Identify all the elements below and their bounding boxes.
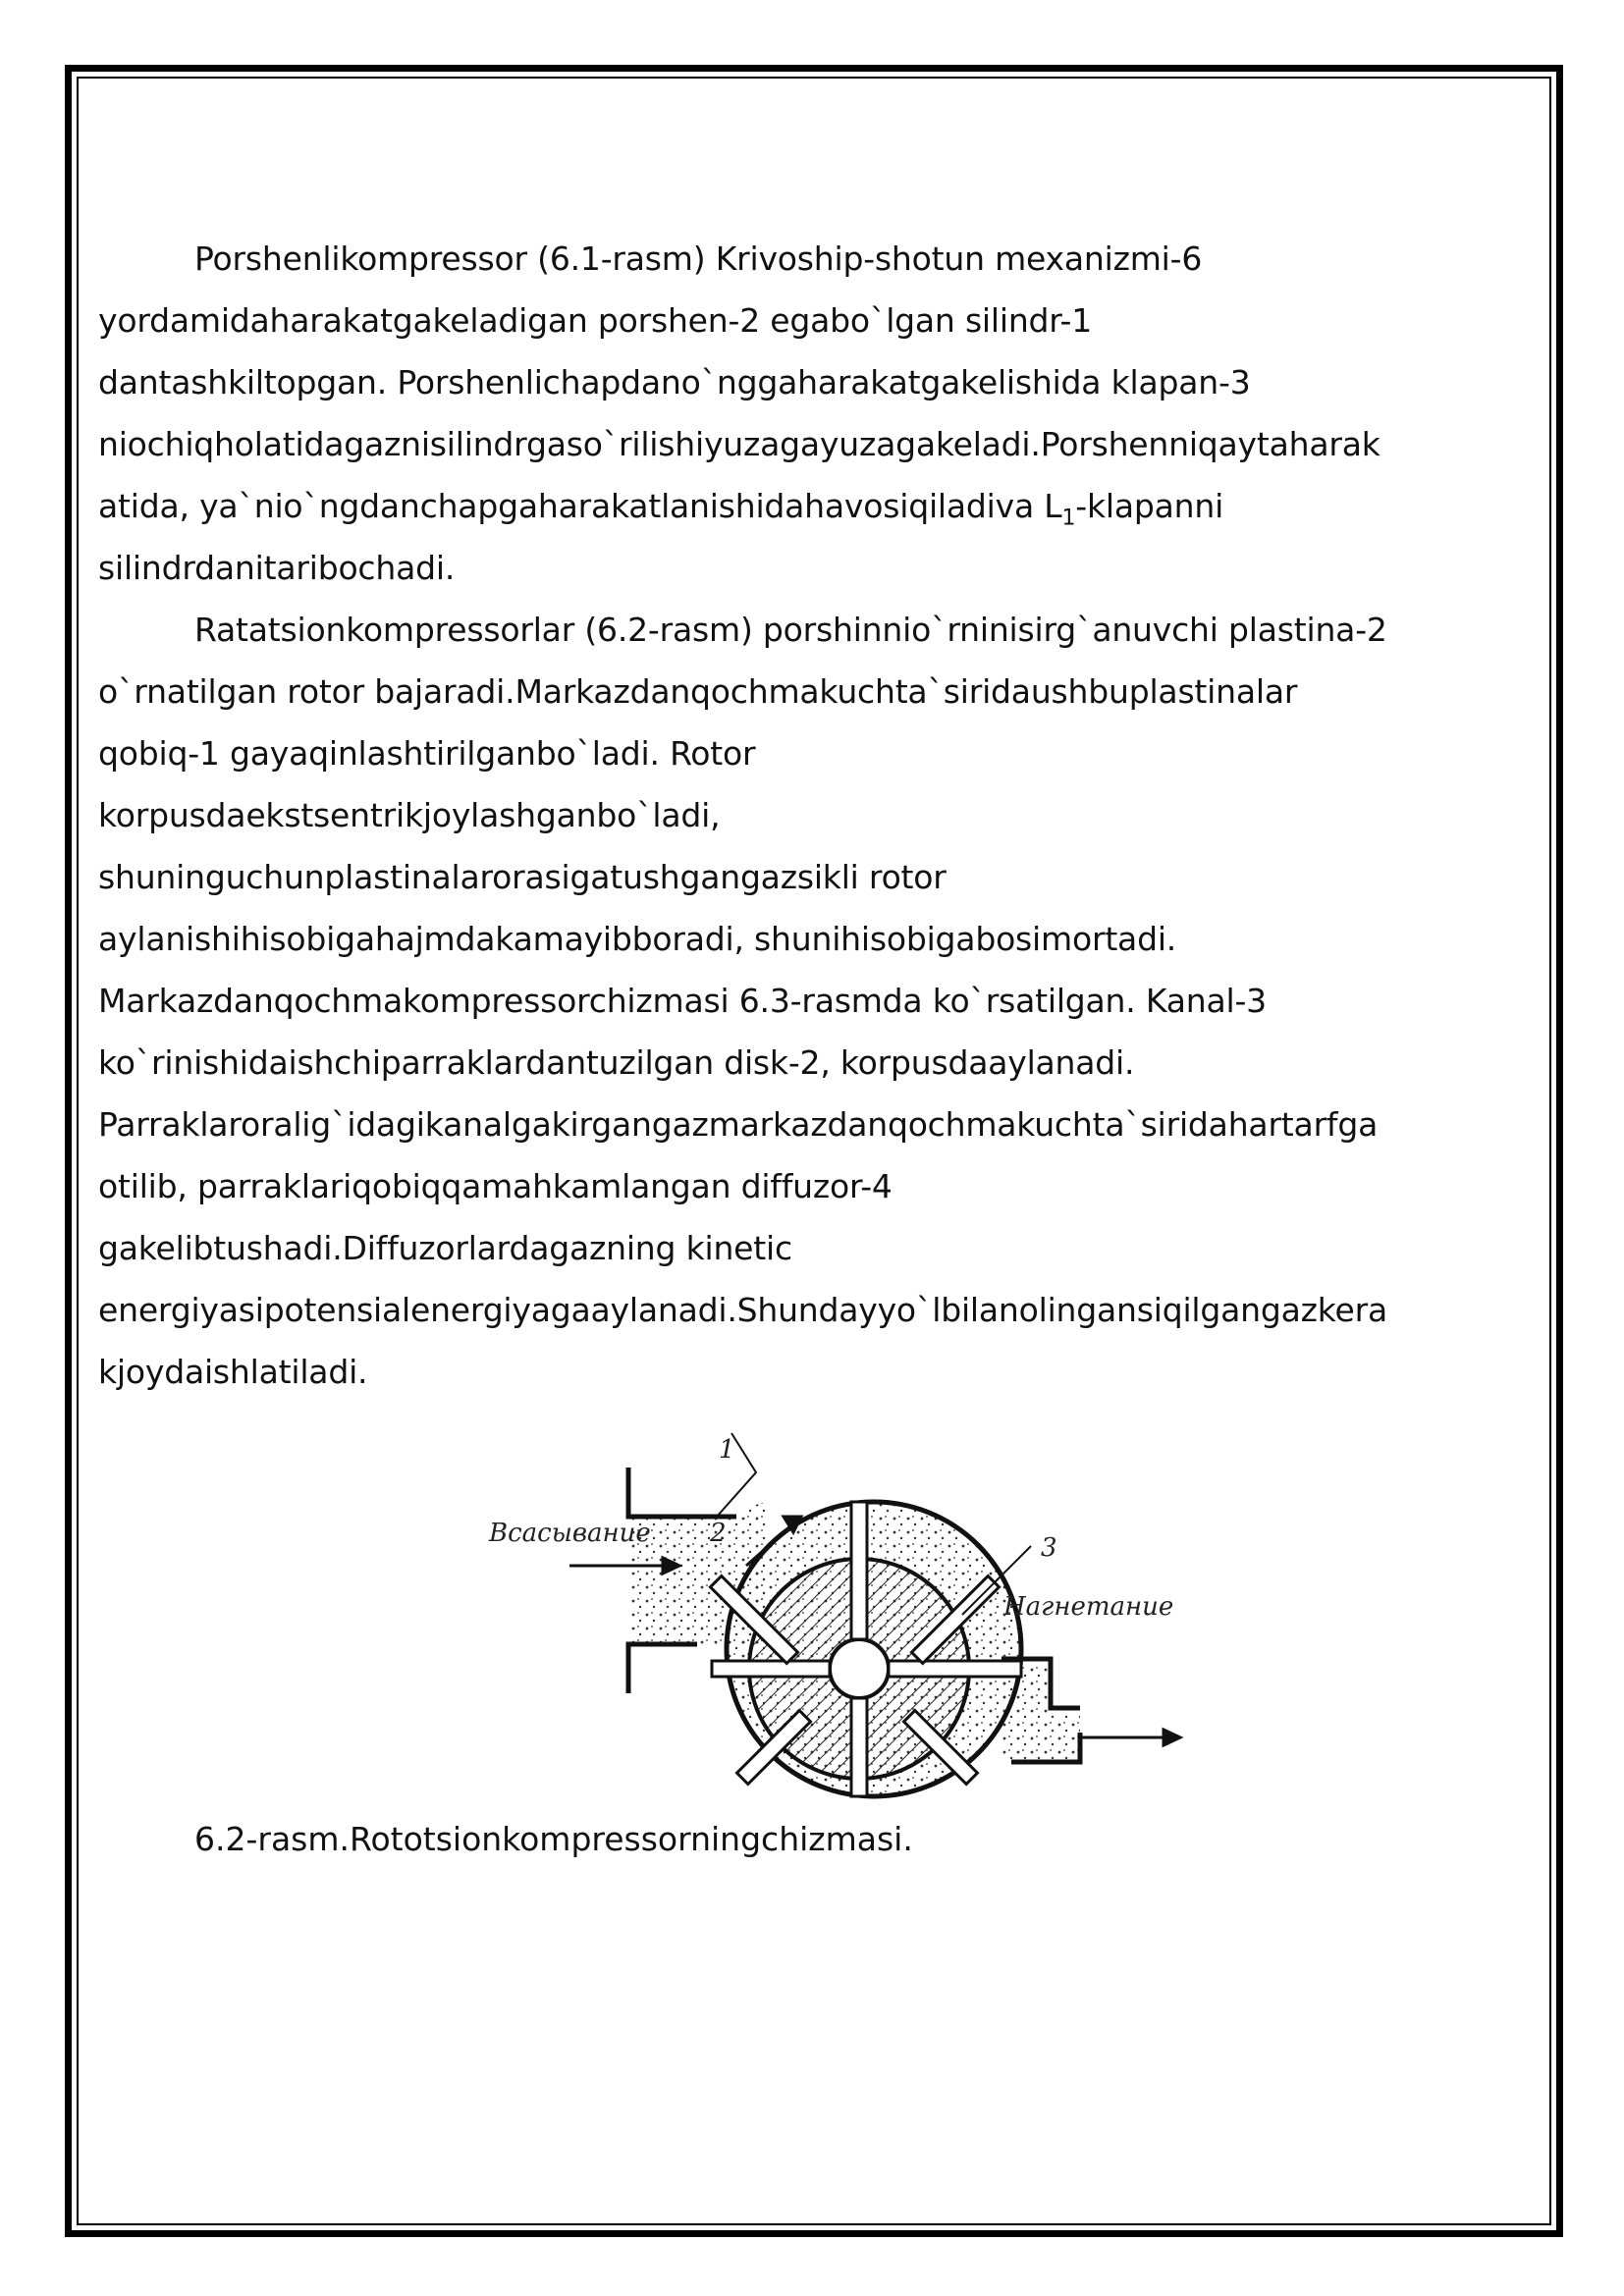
- paragraph-1-line: Porshenlikompressor (6.1-rasm) Krivoship-shotun mexanizmi-6: [194, 240, 1203, 278]
- rotary-compressor-diagram: [452, 1418, 1198, 1801]
- paragraph-1-line: dantashkiltopgan. Porshenlichapdano`nggaharakatgakelishida klapan-3: [98, 363, 1251, 401]
- paragraph-2-line: gakelibtushadi.Diffuzorlardagazning kinetic: [98, 1229, 792, 1267]
- text-run: -klapanni: [1075, 487, 1224, 525]
- housing-upper-wall: [628, 1468, 736, 1517]
- paragraph-1-line: [98, 475, 1532, 537]
- paragraph-2-line: ko`rinishidaishchiparraklardantuzilgan disk-2, korpusdaaylanadi.: [98, 1043, 1135, 1082]
- housing-lower-wall: [628, 1644, 697, 1693]
- paragraph-2-line: aylanishihisobigahajmdakamayibboradi, shunihisobigabosimortadi.: [98, 920, 1177, 958]
- label-discharge: Нагнетание: [1003, 1592, 1174, 1622]
- text-run: atida, ya`nio`ngdanchapgaharakatlanishidahavosiqiladiva L: [98, 487, 1062, 525]
- paragraph-2-line: qobiq-1 gayaqinlashtirilganbo`ladi. Rotor: [98, 734, 756, 773]
- paragraph-2-line: shuninguchunplastinalarorasigatushgangazsikli rotor: [98, 858, 947, 896]
- rotor-hub: [830, 1639, 889, 1698]
- suction-arrow: [569, 1558, 679, 1574]
- paragraph-2-line: otilib, parraklariqobiqqamahkamlangan diffuzor-4: [98, 1167, 893, 1205]
- label-3: 3: [1041, 1533, 1057, 1563]
- paragraph-2-line: kjoydaishlatiladi.: [98, 1353, 368, 1391]
- paragraph-2-line: korpusdaekstsentrikjoylashganbo`ladi,: [98, 796, 721, 834]
- paragraph-2-line: Markazdanqochmakompressorchizmasi 6.3-rasmda ko`rsatilgan. Kanal-3: [98, 982, 1267, 1020]
- paragraph-2-line: Parraklaroralig`idagikanalgakirgangazmarkazdanqochmakuchta`siridahartarfga: [98, 1105, 1379, 1144]
- label-2: 2: [710, 1519, 727, 1548]
- paragraph-1-line: silindrdanitaribochadi.: [98, 549, 456, 587]
- subscript: 1: [1061, 506, 1076, 531]
- paragraph-1-line: yordamidaharakatgakeladigan porshen-2 egabo`lgan silindr-1: [98, 301, 1093, 340]
- figure-caption: 6.2-rasm.Rototsionkompressorningchizmasi.: [194, 1820, 913, 1858]
- label-suction: Всасывание: [489, 1519, 651, 1548]
- discharge-arrow: [1080, 1730, 1180, 1745]
- label-1: 1: [719, 1435, 735, 1465]
- paragraph-2-line: o`rnatilgan rotor bajaradi.Markazdanqochmakuchta`siridaushbuplastinalar: [98, 672, 1298, 711]
- paragraph-1-line: niochiqholatidagaznisilindrgaso`rilishiyuzagayuzagakeladi.Porshenniqaytaharak: [98, 425, 1380, 463]
- body-text: [98, 228, 1532, 1403]
- paragraph-2-line: energiyasipotensialenergiyagaaylanadi.Shundayyo`lbilanolingansiqilgangazkera: [98, 1291, 1387, 1329]
- paragraph-2-line: Ratatsionkompressorlar (6.2-rasm) porshinnio`rninisirg`anuvchi plastina-2: [194, 611, 1387, 649]
